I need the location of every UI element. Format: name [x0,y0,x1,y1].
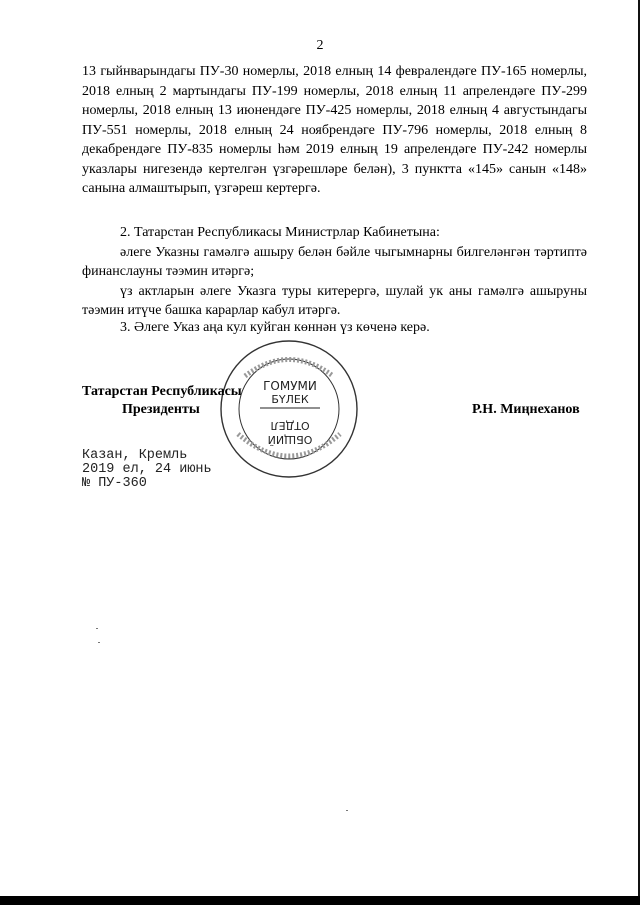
signature-name: Р.Н. Миңнеханов [472,402,580,417]
article-2-block [82,223,587,321]
page-number: 2 [316,38,324,53]
signature-title-line1: Татарстан Республикасы [82,384,242,399]
official-stamp [218,338,360,480]
stamp-text-line3: ОТДЕЛ [270,419,310,432]
footer-number: № ПУ-360 [82,476,147,491]
scan-speck [346,810,348,811]
paragraph-acts: үз актларын әлеге Указга туры китерергә, шулай ук аны гамәлгә ашыруны тәэмин итүче башка карарлар кабул итәргә. [82,283,587,318]
main-text [82,62,587,199]
stamp-text-line1: ГОМУМИ [263,379,317,393]
scan-speck [98,642,100,643]
scan-bottom-edge [0,896,640,905]
signature-title-line2: Президенты [122,402,200,417]
stamp-text-line4: ОБЩИЙ [267,433,313,446]
stamp-text-line2: БҮЛЕК [271,393,309,406]
footer-place: Казан, Кремль [82,448,188,463]
scan-speck [96,628,98,629]
paragraph-entry-into-force: 3. Әлеге Указ аңа кул куйган көннән үз көченә керә. [120,320,430,335]
article-3-block [82,318,587,338]
paragraph-financing: әлеге Указны гамәлгә ашыру белән бәйле чыгымнарны билгеләнгән тәртиптә финанслауны тәэмин итәргә; [82,244,587,279]
paragraph-cabinet-heading: 2. Татарстан Республикасы Министрлар Кабинетына: [120,225,440,240]
footer-date: 2019 ел, 24 июнь [82,462,212,477]
paragraph-amendment-list: 13 гыйнварындагы ПУ-30 номерлы, 2018 елның 14 февралендәге ПУ-165 номерлы, 2018 елның 2 мартындагы ПУ-199 номерлы, 2018 елның 11 апрелендәге ПУ-299 номерлы, 2018 елның 13 июнендәге ПУ-425 номерлы, 2018 елның 4 августындагы ПУ-551 номерлы, 2018 елның 24 ноябрендәге ПУ-796 номерлы, 2018 елның 8 декабрендәге ПУ-835 номерлы һәм 2019 елның 19 апрелендәге ПУ-242 номерлы указлары нигезендә кертелгән үзгәрешләре белән), 3 пунктта «145» санын «148» санына алмаштырып, үзгәреш кертергә. [82,64,587,196]
